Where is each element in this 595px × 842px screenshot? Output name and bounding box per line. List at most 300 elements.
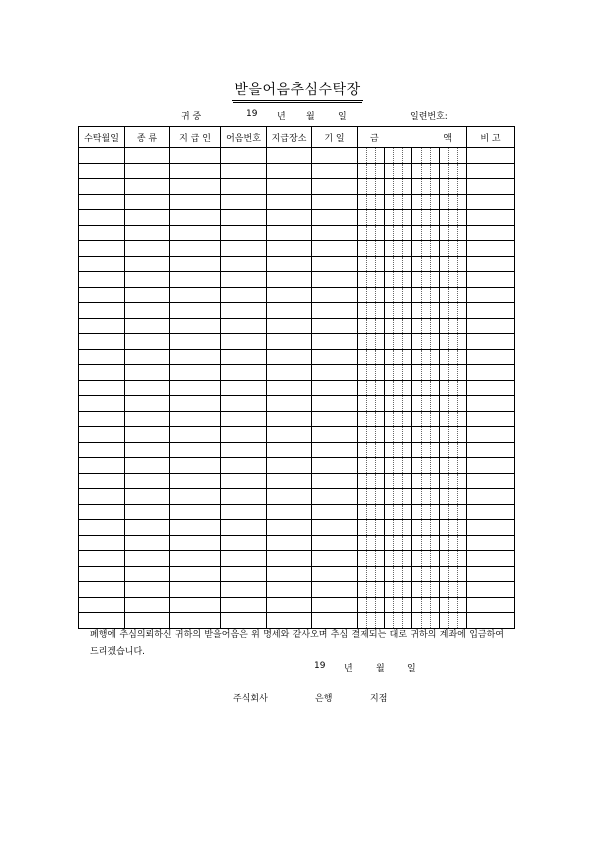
cell-amount	[358, 566, 467, 582]
cell-remarks	[467, 427, 515, 443]
cell-bill-number	[221, 427, 267, 443]
cell-due-date	[312, 210, 358, 226]
cell-payment-place	[267, 225, 312, 241]
cell-payment-place	[267, 241, 312, 257]
year-label: 년	[277, 112, 286, 122]
cell-due-date	[312, 551, 358, 567]
cell-due-date	[312, 520, 358, 536]
cell-amount	[358, 210, 467, 226]
cell-due-date	[312, 303, 358, 319]
cell-amount	[358, 613, 467, 629]
cell-receipt-date	[79, 458, 125, 474]
table-row	[79, 582, 515, 598]
col-header-remarks: 비 고	[467, 127, 515, 148]
cell-payer	[170, 411, 221, 427]
col-header-type: 종 류	[125, 127, 170, 148]
cell-payer	[170, 597, 221, 613]
cell-due-date	[312, 365, 358, 381]
amount-label-right: 액	[443, 133, 452, 144]
cell-receipt-date	[79, 349, 125, 365]
footer-year-prefix: 19	[314, 661, 326, 671]
cell-remarks	[467, 148, 515, 164]
notice-text: 폐행에 추심의뢰하신 귀하의 받을어음은 위 명세와 같사오며 추심 결제되는 대로 귀하의 계좌에 입금하여 드리겠습니다.	[90, 630, 504, 657]
cell-due-date	[312, 163, 358, 179]
cell-payer	[170, 303, 221, 319]
cell-payer	[170, 442, 221, 458]
cell-payment-place	[267, 349, 312, 365]
cell-payment-place	[267, 551, 312, 567]
table-row	[79, 148, 515, 164]
cell-remarks	[467, 396, 515, 412]
cell-remarks	[467, 411, 515, 427]
cell-bill-number	[221, 597, 267, 613]
cell-type	[125, 272, 170, 288]
cell-receipt-date	[79, 210, 125, 226]
cell-amount	[358, 365, 467, 381]
cell-due-date	[312, 535, 358, 551]
cell-payment-place	[267, 613, 312, 629]
col-header-receipt-date: 수탁월일	[79, 127, 125, 148]
cell-payer	[170, 380, 221, 396]
cell-payer	[170, 334, 221, 350]
cell-type	[125, 411, 170, 427]
cell-amount	[358, 582, 467, 598]
amount-label-left: 금	[370, 133, 379, 144]
cell-amount	[358, 473, 467, 489]
table-row	[79, 411, 515, 427]
cell-bill-number	[221, 179, 267, 195]
cell-type	[125, 318, 170, 334]
cell-payment-place	[267, 303, 312, 319]
cell-amount	[358, 318, 467, 334]
table-row	[79, 303, 515, 319]
col-header-payer: 지 급 인	[170, 127, 221, 148]
cell-due-date	[312, 318, 358, 334]
cell-amount	[358, 396, 467, 412]
cell-amount	[358, 179, 467, 195]
cell-due-date	[312, 380, 358, 396]
table-row	[79, 489, 515, 505]
table-row	[79, 597, 515, 613]
cell-bill-number	[221, 287, 267, 303]
cell-receipt-date	[79, 272, 125, 288]
cell-type	[125, 194, 170, 210]
cell-payment-place	[267, 489, 312, 505]
cell-receipt-date	[79, 287, 125, 303]
cell-bill-number	[221, 504, 267, 520]
cell-receipt-date	[79, 442, 125, 458]
cell-type	[125, 179, 170, 195]
cell-bill-number	[221, 148, 267, 164]
cell-payer	[170, 225, 221, 241]
table-row	[79, 349, 515, 365]
cell-receipt-date	[79, 504, 125, 520]
cell-remarks	[467, 442, 515, 458]
cell-amount	[358, 597, 467, 613]
cell-remarks	[467, 504, 515, 520]
cell-payer	[170, 179, 221, 195]
cell-amount	[358, 334, 467, 350]
cell-payment-place	[267, 163, 312, 179]
cell-bill-number	[221, 194, 267, 210]
cell-type	[125, 427, 170, 443]
cell-bill-number	[221, 241, 267, 257]
table-row	[79, 520, 515, 536]
cell-bill-number	[221, 473, 267, 489]
cell-type	[125, 334, 170, 350]
cell-payment-place	[267, 566, 312, 582]
table-body	[79, 148, 515, 629]
table-row	[79, 179, 515, 195]
cell-due-date	[312, 194, 358, 210]
cell-amount	[358, 148, 467, 164]
cell-type	[125, 380, 170, 396]
cell-amount	[358, 256, 467, 272]
cell-payment-place	[267, 504, 312, 520]
cell-bill-number	[221, 411, 267, 427]
cell-receipt-date	[79, 427, 125, 443]
cell-payer	[170, 489, 221, 505]
cell-remarks	[467, 303, 515, 319]
cell-receipt-date	[79, 520, 125, 536]
month-label: 월	[306, 112, 315, 122]
cell-amount	[358, 535, 467, 551]
cell-due-date	[312, 582, 358, 598]
table-row	[79, 380, 515, 396]
cell-due-date	[312, 148, 358, 164]
cell-payer	[170, 256, 221, 272]
cell-type	[125, 396, 170, 412]
cell-receipt-date	[79, 194, 125, 210]
cell-amount	[358, 427, 467, 443]
cell-receipt-date	[79, 179, 125, 195]
cell-payer	[170, 566, 221, 582]
cell-type	[125, 504, 170, 520]
cell-due-date	[312, 179, 358, 195]
cell-due-date	[312, 442, 358, 458]
signature-company: 주식회사	[233, 694, 268, 704]
col-header-payment-place: 지급장소	[267, 127, 312, 148]
cell-due-date	[312, 287, 358, 303]
cell-payer	[170, 148, 221, 164]
year-prefix: 19	[246, 109, 258, 119]
cell-bill-number	[221, 334, 267, 350]
cell-type	[125, 163, 170, 179]
document-title	[0, 79, 595, 101]
cell-remarks	[467, 520, 515, 536]
cell-type	[125, 535, 170, 551]
cell-remarks	[467, 473, 515, 489]
cell-due-date	[312, 272, 358, 288]
cell-receipt-date	[79, 489, 125, 505]
cell-remarks	[467, 272, 515, 288]
cell-payment-place	[267, 520, 312, 536]
cell-amount	[358, 411, 467, 427]
cell-bill-number	[221, 318, 267, 334]
cell-remarks	[467, 163, 515, 179]
cell-payer	[170, 210, 221, 226]
cell-receipt-date	[79, 256, 125, 272]
cell-due-date	[312, 473, 358, 489]
footer-day-label: 일	[407, 664, 416, 674]
cell-type	[125, 256, 170, 272]
cell-type	[125, 582, 170, 598]
cell-payment-place	[267, 318, 312, 334]
cell-amount	[358, 504, 467, 520]
table-row	[79, 318, 515, 334]
cell-payer	[170, 582, 221, 598]
cell-due-date	[312, 411, 358, 427]
table-row	[79, 194, 515, 210]
cell-due-date	[312, 256, 358, 272]
table-row	[79, 427, 515, 443]
cell-type	[125, 551, 170, 567]
cell-payment-place	[267, 380, 312, 396]
cell-receipt-date	[79, 551, 125, 567]
cell-payer	[170, 272, 221, 288]
table-row	[79, 334, 515, 350]
cell-receipt-date	[79, 535, 125, 551]
cell-bill-number	[221, 551, 267, 567]
cell-bill-number	[221, 365, 267, 381]
cell-due-date	[312, 349, 358, 365]
cell-type	[125, 225, 170, 241]
cell-bill-number	[221, 582, 267, 598]
cell-receipt-date	[79, 303, 125, 319]
cell-remarks	[467, 210, 515, 226]
table-row	[79, 241, 515, 257]
cell-amount	[358, 287, 467, 303]
cell-remarks	[467, 582, 515, 598]
col-header-amount	[358, 127, 467, 148]
table-row	[79, 442, 515, 458]
cell-payer	[170, 427, 221, 443]
cell-remarks	[467, 256, 515, 272]
col-header-bill-number: 어음번호	[221, 127, 267, 148]
cell-type	[125, 442, 170, 458]
cell-remarks	[467, 551, 515, 567]
cell-remarks	[467, 489, 515, 505]
cell-remarks	[467, 613, 515, 629]
cell-bill-number	[221, 349, 267, 365]
cell-bill-number	[221, 256, 267, 272]
cell-payment-place	[267, 582, 312, 598]
cell-payer	[170, 396, 221, 412]
cell-receipt-date	[79, 613, 125, 629]
cell-payer	[170, 551, 221, 567]
cell-remarks	[467, 241, 515, 257]
cell-bill-number	[221, 489, 267, 505]
cell-receipt-date	[79, 365, 125, 381]
table-row	[79, 396, 515, 412]
cell-bill-number	[221, 396, 267, 412]
cell-due-date	[312, 334, 358, 350]
cell-receipt-date	[79, 473, 125, 489]
cell-receipt-date	[79, 566, 125, 582]
cell-payment-place	[267, 411, 312, 427]
table-row	[79, 504, 515, 520]
cell-amount	[358, 303, 467, 319]
footer-year-label: 년	[344, 664, 353, 674]
serial-number-label: 일련번호:	[410, 112, 448, 122]
cell-payer	[170, 458, 221, 474]
cell-bill-number	[221, 163, 267, 179]
table-row	[79, 210, 515, 226]
cell-type	[125, 566, 170, 582]
cell-payment-place	[267, 334, 312, 350]
cell-payment-place	[267, 272, 312, 288]
cell-amount	[358, 272, 467, 288]
table-row	[79, 566, 515, 582]
cell-due-date	[312, 396, 358, 412]
cell-payment-place	[267, 194, 312, 210]
cell-receipt-date	[79, 318, 125, 334]
cell-type	[125, 458, 170, 474]
table-row	[79, 163, 515, 179]
cell-due-date	[312, 241, 358, 257]
cell-remarks	[467, 597, 515, 613]
table-row	[79, 613, 515, 629]
cell-payment-place	[267, 179, 312, 195]
cell-payer	[170, 163, 221, 179]
cell-payment-place	[267, 597, 312, 613]
cell-payer	[170, 504, 221, 520]
cell-payer	[170, 349, 221, 365]
cell-payment-place	[267, 396, 312, 412]
cell-remarks	[467, 318, 515, 334]
cell-receipt-date	[79, 582, 125, 598]
cell-amount	[358, 551, 467, 567]
cell-receipt-date	[79, 411, 125, 427]
cell-receipt-date	[79, 334, 125, 350]
cell-amount	[358, 194, 467, 210]
cell-type	[125, 489, 170, 505]
cell-remarks	[467, 194, 515, 210]
cell-due-date	[312, 458, 358, 474]
cell-amount	[358, 349, 467, 365]
cell-amount	[358, 489, 467, 505]
cell-bill-number	[221, 520, 267, 536]
cell-type	[125, 473, 170, 489]
cell-payment-place	[267, 535, 312, 551]
table-row	[79, 256, 515, 272]
cell-bill-number	[221, 458, 267, 474]
cell-bill-number	[221, 566, 267, 582]
cell-payer	[170, 613, 221, 629]
cell-bill-number	[221, 225, 267, 241]
cell-receipt-date	[79, 597, 125, 613]
cell-type	[125, 148, 170, 164]
cell-due-date	[312, 504, 358, 520]
cell-type	[125, 349, 170, 365]
cell-payer	[170, 365, 221, 381]
cell-amount	[358, 520, 467, 536]
cell-payer	[170, 241, 221, 257]
document-title-text: 받을어음추심수탁장	[232, 79, 362, 101]
cell-bill-number	[221, 535, 267, 551]
cell-payer	[170, 520, 221, 536]
cell-amount	[358, 442, 467, 458]
table-row	[79, 535, 515, 551]
cell-remarks	[467, 566, 515, 582]
cell-receipt-date	[79, 241, 125, 257]
cell-type	[125, 210, 170, 226]
cell-bill-number	[221, 210, 267, 226]
table-header-row	[79, 127, 515, 148]
cell-receipt-date	[79, 396, 125, 412]
cell-due-date	[312, 566, 358, 582]
cell-bill-number	[221, 272, 267, 288]
cell-payer	[170, 194, 221, 210]
col-header-due-date: 기 일	[312, 127, 358, 148]
signature-branch: 지점	[370, 694, 388, 704]
cell-type	[125, 241, 170, 257]
cell-type	[125, 597, 170, 613]
cell-due-date	[312, 597, 358, 613]
table-row	[79, 272, 515, 288]
table-row	[79, 365, 515, 381]
cell-amount	[358, 225, 467, 241]
cell-receipt-date	[79, 225, 125, 241]
cell-amount	[358, 458, 467, 474]
cell-receipt-date	[79, 163, 125, 179]
cell-due-date	[312, 427, 358, 443]
cell-amount	[358, 380, 467, 396]
cell-payment-place	[267, 365, 312, 381]
table-row	[79, 225, 515, 241]
cell-payment-place	[267, 427, 312, 443]
recipient-label: 귀 중	[181, 112, 202, 122]
table-row	[79, 458, 515, 474]
cell-due-date	[312, 225, 358, 241]
cell-bill-number	[221, 442, 267, 458]
cell-type	[125, 287, 170, 303]
cell-due-date	[312, 489, 358, 505]
cell-payment-place	[267, 473, 312, 489]
table-row	[79, 551, 515, 567]
cell-type	[125, 365, 170, 381]
cell-receipt-date	[79, 380, 125, 396]
cell-type	[125, 520, 170, 536]
cell-payment-place	[267, 458, 312, 474]
cell-type	[125, 613, 170, 629]
table-row	[79, 287, 515, 303]
cell-payer	[170, 318, 221, 334]
cell-payment-place	[267, 256, 312, 272]
cell-remarks	[467, 179, 515, 195]
footer-month-label: 월	[376, 664, 385, 674]
cell-due-date	[312, 613, 358, 629]
table-row	[79, 473, 515, 489]
cell-amount	[358, 163, 467, 179]
cell-remarks	[467, 334, 515, 350]
cell-payment-place	[267, 210, 312, 226]
cell-remarks	[467, 225, 515, 241]
collection-ledger-table	[78, 126, 515, 629]
cell-payment-place	[267, 442, 312, 458]
day-label: 일	[338, 112, 347, 122]
cell-bill-number	[221, 613, 267, 629]
cell-payer	[170, 535, 221, 551]
cell-remarks	[467, 380, 515, 396]
cell-payment-place	[267, 148, 312, 164]
cell-payer	[170, 287, 221, 303]
cell-remarks	[467, 458, 515, 474]
cell-payer	[170, 473, 221, 489]
cell-payment-place	[267, 287, 312, 303]
cell-remarks	[467, 287, 515, 303]
cell-type	[125, 303, 170, 319]
